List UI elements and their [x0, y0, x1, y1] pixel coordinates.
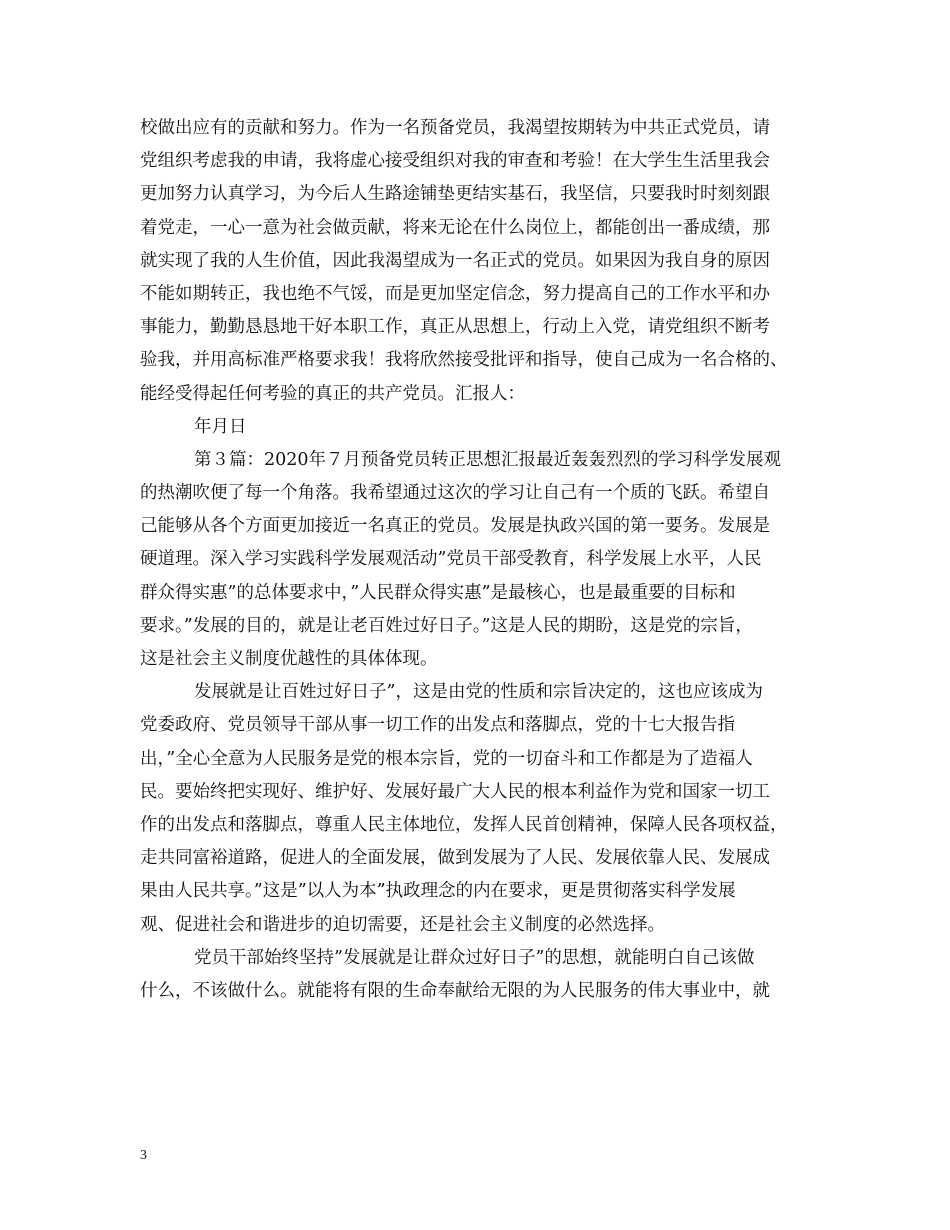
section-heading-line: 第３篇：2020年７月预备党员转正思想汇报最近轰轰烈烈的学习科学发展观	[194, 449, 782, 470]
text-line: 党组织考虑我的申请，我将虚心接受组织对我的审查和考验！在大学生生活里我会	[140, 151, 770, 172]
text-line: 不能如期转正，我也绝不气馁，而是更加坚定信念，努力提高自己的工作水平和办	[140, 283, 770, 304]
text-line: 事能力，勤勤恳恳地干好本职工作，真正从思想上，行动上入党，请党组织不断考	[140, 317, 770, 338]
text-line: 群众得实惠”的总体要求中，”人民群众得实惠”是最核心，也是最重要的目标和	[140, 582, 736, 603]
text-line: 党委政府、党员领导干部从事一切工作的出发点和落脚点，党的十七大报告指	[140, 715, 735, 736]
text-line: 验我，并用高标准严格要求我！我将欣然接受批评和指导，使自己成为一名合格的、	[140, 350, 788, 371]
paragraph-start-line: 党员干部始终坚持”发展就是让群众过好日子”的思想，就能明白自己该做	[194, 947, 755, 968]
text-line: 观、促进社会和谐进步的迫切需要，还是社会主义制度的必然选择。	[140, 914, 665, 935]
paragraph-start-line: 发展就是让百姓过好日子”，这是由党的性质和宗旨决定的，这也应该成为	[194, 682, 763, 703]
text-line: 校做出应有的贡献和努力。作为一名预备党员，我渴望按期转为中共正式党员，请	[140, 118, 770, 138]
text-line: 民。要始终把实现好、维护好、发展好最广大人民的根本利益作为党和国家一切工	[140, 781, 770, 802]
body-text	[140, 112, 820, 1008]
text-line: 的热潮吹便了每一个角落。我希望通过这次的学习让自己有一个质的飞跃。希望自	[140, 483, 770, 504]
date-line: 年月日	[194, 416, 247, 437]
text-line: 更加努力认真学习，为今后人生路途铺垫更结实基石，我坚信，只要我时时刻刻跟	[140, 184, 770, 205]
text-line: 走共同富裕道路，促进人的全面发展，做到发展为了人民、发展依靠人民、发展成	[140, 848, 770, 869]
text-line: 硬道理。深入学习实践科学发展观活动”党员干部受教育，科学发展上水平，人民	[140, 549, 762, 570]
text-line: 出，”全心全意为人民服务是党的根本宗旨，党的一切奋斗和工作都是为了造福人	[140, 748, 753, 769]
text-line: 要求。”发展的目的，就是让老百姓过好日子。”这是人民的期盼，这是党的宗旨，	[140, 615, 753, 636]
text-line: 这是社会主义制度优越性的具体体现。	[140, 649, 438, 669]
text-line: 什么，不该做什么。就能将有限的生命奉献给无限的为人民服务的伟大事业中，就	[140, 980, 770, 1001]
text-line: 果由人民共享。”这是”以人为本”执政理念的内在要求，更是贯彻落实科学发展	[140, 881, 736, 902]
text-line: 着党走，一心一意为社会做贡献，将来无论在什么岗位上，都能创出一番成绩，那	[140, 217, 770, 238]
text-line: 己能够从各个方面更加接近一名真正的党员。发展是执政兴国的第一要务。发展是	[140, 516, 770, 537]
text-line: 能经受得起任何考验的真正的共产党员。汇报人：	[140, 383, 525, 404]
text-line: 作的出发点和落脚点，尊重人民主体地位，发挥人民首创精神，保障人民各项权益，	[140, 814, 788, 835]
text-line: 就实现了我的人生价值，因此我渴望成为一名正式的党员。如果因为我自身的原因	[140, 250, 770, 271]
page-number: 3	[140, 1148, 147, 1163]
